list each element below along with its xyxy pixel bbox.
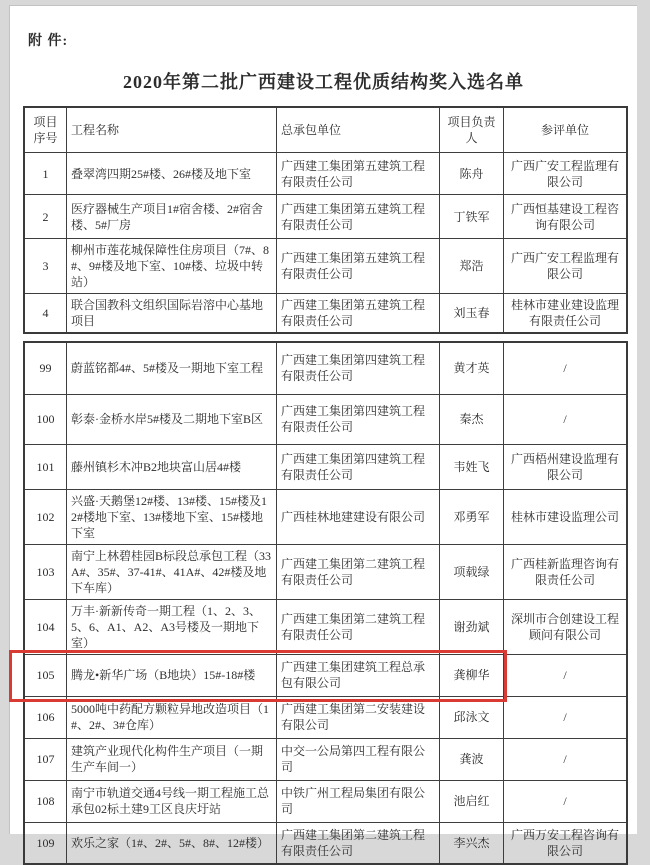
cell-participant: /	[504, 780, 628, 822]
table-row	[24, 394, 627, 444]
header-row	[24, 107, 627, 153]
cell-contractor: 广西建工集团第二安装建设有限公司	[277, 696, 440, 738]
cell-contractor: 中铁广州工程局集团有限公司	[277, 780, 440, 822]
column-header: 参评单位	[504, 107, 628, 153]
document-page	[9, 5, 637, 858]
cell-leader: 邓勇军	[440, 489, 504, 544]
cell-leader: 邱泳文	[440, 696, 504, 738]
cell-leader: 秦杰	[440, 394, 504, 444]
cell-project-no: 1	[24, 153, 67, 195]
award-table-section-2	[23, 341, 628, 865]
cell-project-no: 107	[24, 738, 67, 780]
table-row	[24, 822, 627, 864]
cell-project-no: 102	[24, 489, 67, 544]
cell-project-name: 蔚蓝铭都4#、5#楼及一期地下室工程	[67, 342, 277, 394]
cell-project-no: 100	[24, 394, 67, 444]
cell-project-no: 106	[24, 696, 67, 738]
cell-contractor: 广西建工集团第五建筑工程有限责任公司	[277, 195, 440, 239]
cell-contractor: 广西建工集团第二建筑工程有限责任公司	[277, 599, 440, 654]
cell-leader: 项载绿	[440, 544, 504, 599]
table-row	[24, 342, 627, 394]
column-header: 项目负责人	[440, 107, 504, 153]
cell-leader: 谢劲斌	[440, 599, 504, 654]
table-row	[24, 294, 627, 334]
cell-participant: 广西万安工程咨询有限公司	[504, 822, 628, 864]
cell-contractor: 广西建工集团建筑工程总承包有限公司	[277, 654, 440, 696]
table-row	[24, 654, 627, 696]
column-header: 工程名称	[67, 107, 277, 153]
cell-project-name: 联合国教科文组织国际岩溶中心基地项目	[67, 294, 277, 334]
table-row	[24, 599, 627, 654]
cell-contractor: 中交一公局第四工程有限公司	[277, 738, 440, 780]
cell-participant: 广西桂新监理咨询有限责任公司	[504, 544, 628, 599]
cell-contractor: 广西建工集团第二建筑工程有限责任公司	[277, 544, 440, 599]
cell-project-name: 南宁市轨道交通4号线一期工程施工总承包02标土建9工区良庆圩站	[67, 780, 277, 822]
cell-leader: 池启红	[440, 780, 504, 822]
cell-contractor: 广西桂林地建建设有限公司	[277, 489, 440, 544]
cell-participant: /	[504, 654, 628, 696]
cell-project-name: 南宁上林碧桂园B标段总承包工程（33A#、35#、37-41#、41A#、42#楼及地下车库）	[67, 544, 277, 599]
cell-project-name: 柳州市莲花城保障性住房项目（7#、8#、9#楼及地下室、10#楼、垃圾中转站）	[67, 239, 277, 294]
cell-project-no: 109	[24, 822, 67, 864]
cell-leader: 陈舟	[440, 153, 504, 195]
cell-project-no: 104	[24, 599, 67, 654]
column-header: 总承包单位	[277, 107, 440, 153]
cell-project-name: 万丰·新新传奇一期工程（1、2、3、5、6、A1、A2、A3号楼及一期地下室）	[67, 599, 277, 654]
cell-participant: /	[504, 394, 628, 444]
cell-participant: 广西广安工程监理有限公司	[504, 153, 628, 195]
cell-project-name: 兴盛·天鹅堡12#楼、13#楼、15#楼及12#楼地下室、13#楼地下室、15#楼地下室	[67, 489, 277, 544]
cell-project-name: 腾龙•新华广场（B地块）15#-18#楼	[67, 654, 277, 696]
cell-project-no: 101	[24, 444, 67, 489]
cell-participant: /	[504, 696, 628, 738]
table-row	[24, 780, 627, 822]
cell-contractor: 广西建工集团第五建筑工程有限责任公司	[277, 153, 440, 195]
cell-participant: /	[504, 342, 628, 394]
cell-leader: 龚波	[440, 738, 504, 780]
page-title: 2020年第二批广西建设工程优质结构奖入选名单	[123, 72, 524, 92]
cell-participant: 桂林市建业建设监理有限责任公司	[504, 294, 628, 334]
cell-project-name: 彰泰·金桥水岸5#楼及二期地下室B区	[67, 394, 277, 444]
table-row	[24, 195, 627, 239]
cell-project-name: 医疗器械生产项目1#宿舍楼、2#宿舍楼、5#厂房	[67, 195, 277, 239]
cell-project-no: 4	[24, 294, 67, 334]
cell-project-name: 建筑产业现代化构件生产项目（一期生产车间一）	[67, 738, 277, 780]
table-row	[24, 544, 627, 599]
table-row	[24, 696, 627, 738]
cell-participant: 广西恒基建设工程咨询有限公司	[504, 195, 628, 239]
cell-participant: 广西广安工程监理有限公司	[504, 239, 628, 294]
cell-project-no: 105	[24, 654, 67, 696]
cell-leader: 李兴杰	[440, 822, 504, 864]
table-row	[24, 489, 627, 544]
cell-participant: 深圳市合创建设工程顾问有限公司	[504, 599, 628, 654]
cell-contractor: 广西建工集团第四建筑工程有限责任公司	[277, 394, 440, 444]
table-row	[24, 444, 627, 489]
cell-project-no: 99	[24, 342, 67, 394]
cell-project-name: 欢乐之家（1#、2#、5#、8#、12#楼）	[67, 822, 277, 864]
cell-leader: 刘玉春	[440, 294, 504, 334]
cell-project-no: 108	[24, 780, 67, 822]
cell-leader: 龚柳华	[440, 654, 504, 696]
cell-project-no: 3	[24, 239, 67, 294]
cell-leader: 韦姓飞	[440, 444, 504, 489]
table-row	[24, 153, 627, 195]
cell-leader: 郑浩	[440, 239, 504, 294]
cell-contractor: 广西建工集团第二建筑工程有限责任公司	[277, 822, 440, 864]
cell-contractor: 广西建工集团第五建筑工程有限责任公司	[277, 239, 440, 294]
cell-project-name: 5000吨中药配方颗粒异地改造项目（1#、2#、3#仓库）	[67, 696, 277, 738]
cell-contractor: 广西建工集团第四建筑工程有限责任公司	[277, 342, 440, 394]
cell-project-no: 2	[24, 195, 67, 239]
cell-participant: /	[504, 738, 628, 780]
column-header: 项目序号	[24, 107, 67, 153]
cell-participant: 桂林市建设监理公司	[504, 489, 628, 544]
table-row	[24, 239, 627, 294]
cell-contractor: 广西建工集团第四建筑工程有限责任公司	[277, 444, 440, 489]
award-table-section-1	[23, 106, 628, 334]
cell-project-name: 叠翠湾四期25#楼、26#楼及地下室	[67, 153, 277, 195]
cell-leader: 丁铁军	[440, 195, 504, 239]
cell-project-no: 103	[24, 544, 67, 599]
attachment-label: 附 件:	[28, 34, 69, 49]
table-row	[24, 738, 627, 780]
cell-project-name: 藤州镇杉木冲B2地块富山居4#楼	[67, 444, 277, 489]
cell-leader: 黄才英	[440, 342, 504, 394]
cell-participant: 广西梧州建设监理有限公司	[504, 444, 628, 489]
cell-contractor: 广西建工集团第五建筑工程有限责任公司	[277, 294, 440, 334]
